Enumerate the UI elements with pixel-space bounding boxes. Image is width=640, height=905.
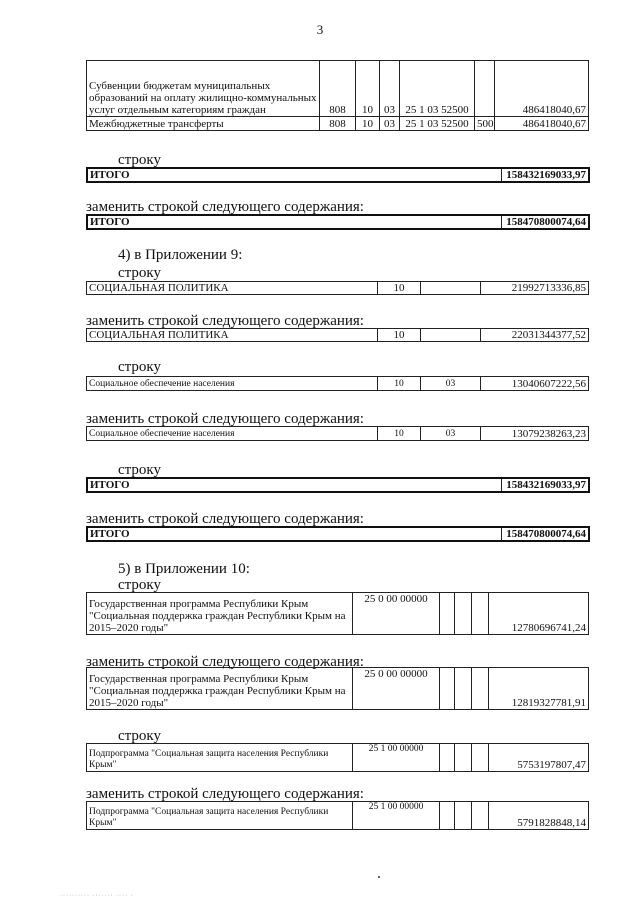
section-heading-4: 4) в Приложении 9: [118,247,243,263]
table-row [87,593,589,635]
sum-cell: 486418040,67 [495,61,589,117]
empty-cell [440,744,455,772]
label-zamenit: заменить строкой следующего содержания: [86,313,364,329]
label-stroku: строку [118,577,161,593]
table-row [87,744,589,772]
label-zamenit: заменить строкой следующего содержания: [86,511,364,527]
podprog-old-table [86,743,589,772]
footer-mark: ·········· ······· ···· · [60,893,134,899]
csr-cell: 25 0 00 00000 [353,593,440,635]
razdel-cell: 10 [356,61,380,117]
table-row [87,377,589,391]
csr-cell: 25 0 00 00000 [353,668,440,710]
gosprog-new-table [86,667,589,710]
razdel-cell: 10 [378,282,421,295]
itogo-sum: 158432169033,97 [501,168,589,182]
itogo-sum: 158432169033,97 [501,478,589,492]
podrazdel-cell [421,282,481,295]
row-name: Подпрограмма "Социальная защита населения Республики Крым" [87,744,353,772]
page-number: 3 [316,22,324,37]
vr-cell: 500 [475,117,495,131]
itogo-label: ИТОГО [87,215,501,229]
sum-cell: 12780696741,24 [489,593,589,635]
sum-cell: 12819327781,91 [489,668,589,710]
sum-cell: 5753197807,47 [489,744,589,772]
empty-cell [455,668,472,710]
itogo-sum: 158470800074,64 [501,215,589,229]
row-name: Субвенции бюджетам муниципальных образований на оплату жилищно-коммунальных услуг отдельным категориям граждан [87,61,320,117]
itogo-label: ИТОГО [87,478,501,492]
empty-cell [472,802,489,830]
table-row [87,802,589,830]
podrazdel-cell: 03 [421,377,481,391]
razdel-cell: 10 [378,427,421,441]
budget-table-subventions [86,60,589,131]
empty-cell [440,802,455,830]
label-zamenit: заменить строкой следующего содержания: [86,199,364,215]
itogo-label: ИТОГО [87,527,501,541]
socobes-old-table [86,376,589,391]
csr-cell: 25 1 03 52500 [400,117,475,131]
gosprog-old-table [86,592,589,635]
sum-cell: 22031344377,52 [481,329,589,342]
podrazdel-cell: 03 [380,61,400,117]
row-name: СОЦИАЛЬНАЯ ПОЛИТИКА [87,282,378,295]
itogo-old-table [86,167,590,183]
empty-cell [472,744,489,772]
socpol-old-table [86,281,589,295]
section-heading-5: 5) в Приложении 10: [118,561,250,577]
socpol-new-table [86,328,589,342]
csr-cell: 25 1 00 00000 [353,744,440,772]
row-name: Государственная программа Республики Крым "Социальная поддержка граждан Республики Крым на 2015–2020 годы" [87,668,353,710]
razdel-cell: 10 [378,377,421,391]
empty-cell [472,668,489,710]
table-row [87,117,589,131]
empty-cell [440,668,455,710]
podprog-new-table [86,801,589,830]
table-row [87,61,589,117]
label-stroku: строку [118,359,161,375]
table-row [87,527,589,541]
table-row [87,168,589,182]
empty-cell [440,593,455,635]
row-name: Социальное обеспечение населения [87,427,378,441]
label-stroku: строку [118,152,161,168]
scan-speck [378,876,380,878]
itogo-new-table [86,526,590,542]
table-row [87,478,589,492]
label-zamenit: заменить строкой следующего содержания: [86,654,364,670]
podrazdel-cell [421,329,481,342]
table-row [87,329,589,342]
table-row [87,282,589,295]
row-name: Государственная программа Республики Крым "Социальная поддержка граждан Республики Крым на 2015–2020 годы" [87,593,353,635]
row-name: Межбюджетные трансферты [87,117,320,131]
itogo-sum: 158470800074,64 [501,527,589,541]
table-row [87,668,589,710]
sum-cell: 13040607222,56 [481,377,589,391]
label-stroku: строку [118,265,161,281]
row-name: Социальное обеспечение населения [87,377,378,391]
razdel-cell: 10 [356,117,380,131]
csr-cell: 25 1 03 52500 [400,61,475,117]
empty-cell [455,744,472,772]
label-zamenit: заменить строкой следующего содержания: [86,786,364,802]
itogo-old-table [86,477,590,493]
table-row [87,427,589,441]
empty-cell [472,593,489,635]
row-name: СОЦИАЛЬНАЯ ПОЛИТИКА [87,329,378,342]
table-row [87,215,589,229]
sum-cell: 486418040,67 [495,117,589,131]
sum-cell: 5791828848,14 [489,802,589,830]
empty-cell [455,802,472,830]
itogo-label: ИТОГО [87,168,501,182]
vedomstvo-cell: 808 [320,117,356,131]
razdel-cell: 10 [378,329,421,342]
csr-cell: 25 1 00 00000 [353,802,440,830]
empty-cell [455,593,472,635]
vr-cell [475,61,495,117]
label-zamenit: заменить строкой следующего содержания: [86,411,364,427]
itogo-new-table [86,214,590,230]
socobes-new-table [86,426,589,441]
row-name: Подпрограмма "Социальная защита населения Республики Крым" [87,802,353,830]
sum-cell: 21992713336,85 [481,282,589,295]
podrazdel-cell: 03 [380,117,400,131]
sum-cell: 13079238263,23 [481,427,589,441]
podrazdel-cell: 03 [421,427,481,441]
label-stroku: строку [118,462,161,478]
vedomstvo-cell: 808 [320,61,356,117]
label-stroku: строку [118,728,161,744]
